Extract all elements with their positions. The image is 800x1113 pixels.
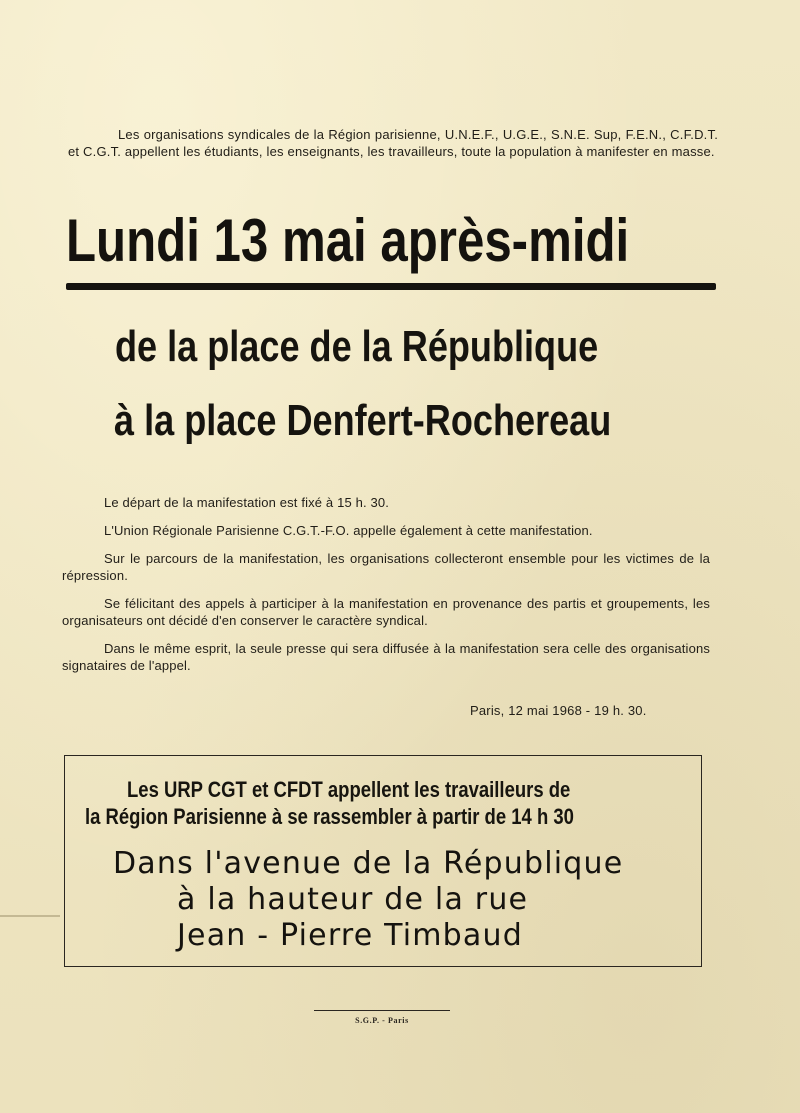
- paragraph-syndical-character: Se félicitant des appels à participer à la manifestation en provenance des partis et groupements, les organisateurs ont décidé d'en conserver le caractère syndical.: [62, 596, 710, 628]
- headline-underline: [66, 283, 716, 290]
- paragraph-press: Dans le même esprit, la seule presse qui sera diffusée à la manifestation sera celle des organisations signataires de l'appel.: [62, 641, 710, 673]
- printer-mark: S.G.P. - Paris: [314, 1010, 450, 1025]
- body-text: [62, 494, 710, 685]
- assembly-call-line-2: la Région Parisienne à se rassembler à partir de 14 h 30: [85, 804, 574, 829]
- assembly-call: [85, 776, 606, 830]
- assembly-location: [113, 846, 623, 954]
- assembly-box: [64, 755, 702, 967]
- route-from: de la place de la République: [115, 322, 599, 371]
- assembly-location-line-1: Dans l'avenue de la République: [113, 846, 624, 881]
- route-to: à la place Denfert-Rochereau: [114, 396, 612, 445]
- assembly-call-line-1: Les URP CGT et CFDT appellent les travailleurs de: [127, 777, 571, 802]
- headline-date: Lundi 13 mai après-midi: [66, 207, 630, 274]
- paragraph-departure: Le départ de la manifestation est fixé à 15 h. 30.: [104, 495, 390, 510]
- paragraph-collection: Sur le parcours de la manifestation, les organisations collecteront ensemble pour les victimes de la répression.: [62, 551, 710, 583]
- date-signoff: Paris, 12 mai 1968 - 19 h. 30.: [470, 703, 647, 718]
- intro-paragraph: Les organisations syndicales de la Région parisienne, U.N.E.F., U.G.E., S.N.E. Sup, F.E.N., C.F.D.T. et C.G.T. appellent les étudiants, les enseignants, les travailleurs, toute la population à manifester en masse.: [68, 127, 718, 159]
- assembly-location-line-3: Jean - Pierre Timbaud: [177, 918, 523, 953]
- assembly-location-line-2: à la hauteur de la rue: [177, 882, 529, 917]
- paper-crease: [0, 915, 60, 917]
- paragraph-fo-union: L'Union Régionale Parisienne C.G.T.-F.O. appelle également à cette manifestation.: [104, 523, 593, 538]
